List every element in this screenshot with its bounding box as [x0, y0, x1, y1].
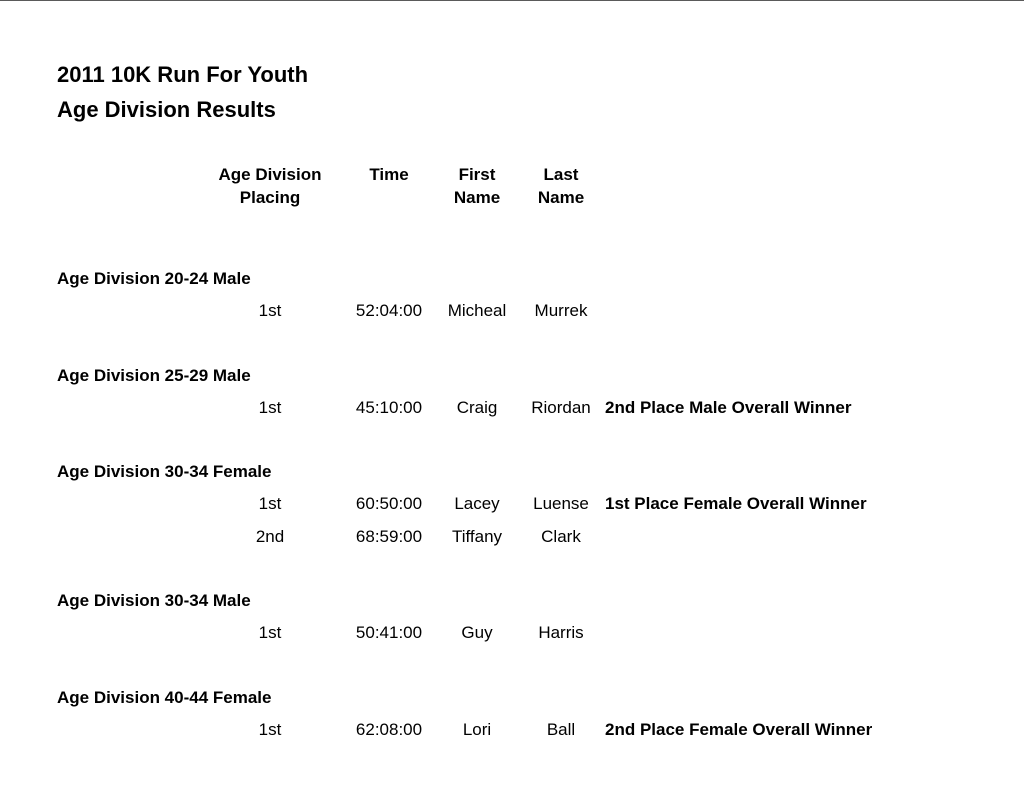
top-border-line — [0, 0, 1024, 1]
result-last-name: Riordan — [531, 398, 591, 417]
column-header-first-name-line1: First — [458, 165, 496, 184]
result-last-name: Ball — [546, 720, 576, 739]
result-first-name: Lacey — [454, 494, 500, 513]
column-header-first-name-line2: Name — [453, 188, 501, 207]
column-header-last-name — [521, 163, 601, 209]
result-row — [0, 622, 1024, 644]
result-time: 62:08:00 — [355, 720, 423, 739]
result-row — [0, 493, 1024, 515]
division-heading: Age Division 40-44 Female — [57, 688, 272, 707]
column-header-placing-line2: Placing — [239, 188, 301, 207]
result-overall-note: 2nd Place Female Overall Winner — [605, 720, 873, 739]
result-first-name: Lori — [462, 720, 492, 739]
result-placing: 1st — [258, 398, 282, 417]
result-row — [0, 397, 1024, 419]
result-first-name: Guy — [461, 623, 493, 642]
result-placing: 1st — [258, 494, 282, 513]
result-placing: 1st — [258, 301, 282, 320]
result-placing: 1st — [258, 623, 282, 642]
page-title: 2011 10K Run For Youth — [57, 62, 309, 87]
result-time: 50:41:00 — [355, 623, 423, 642]
division-heading: Age Division 25-29 Male — [57, 366, 251, 385]
result-overall-note: 2nd Place Male Overall Winner — [605, 398, 852, 417]
result-last-name: Clark — [541, 527, 581, 546]
result-first-name: Micheal — [447, 301, 507, 320]
division-heading: Age Division 30-34 Male — [57, 591, 251, 610]
result-overall-note: 1st Place Female Overall Winner — [605, 494, 867, 513]
result-last-name: Luense — [533, 494, 589, 513]
column-header-placing-line1: Age Division — [218, 165, 322, 184]
result-last-name: Harris — [538, 623, 584, 642]
result-row — [0, 719, 1024, 741]
result-first-name: Tiffany — [451, 527, 503, 546]
column-header-time — [349, 163, 429, 186]
column-header-last-name-line2: Name — [537, 188, 585, 207]
page-subtitle: Age Division Results — [57, 97, 276, 122]
result-time: 52:04:00 — [355, 301, 423, 320]
result-row — [0, 526, 1024, 548]
division-heading: Age Division 30-34 Female — [57, 462, 272, 481]
division-heading: Age Division 20-24 Male — [57, 269, 251, 288]
result-placing: 2nd — [255, 527, 285, 546]
column-header-first-name — [437, 163, 517, 209]
result-time: 60:50:00 — [355, 494, 423, 513]
column-header-placing — [205, 163, 335, 209]
result-time: 68:59:00 — [355, 527, 423, 546]
column-header-last-name-line1: Last — [543, 165, 579, 184]
result-last-name: Murrek — [534, 301, 588, 320]
column-header-time-line1: Time — [369, 165, 409, 184]
result-time: 45:10:00 — [355, 398, 423, 417]
result-first-name: Craig — [456, 398, 498, 417]
result-placing: 1st — [258, 720, 282, 739]
result-row — [0, 300, 1024, 322]
